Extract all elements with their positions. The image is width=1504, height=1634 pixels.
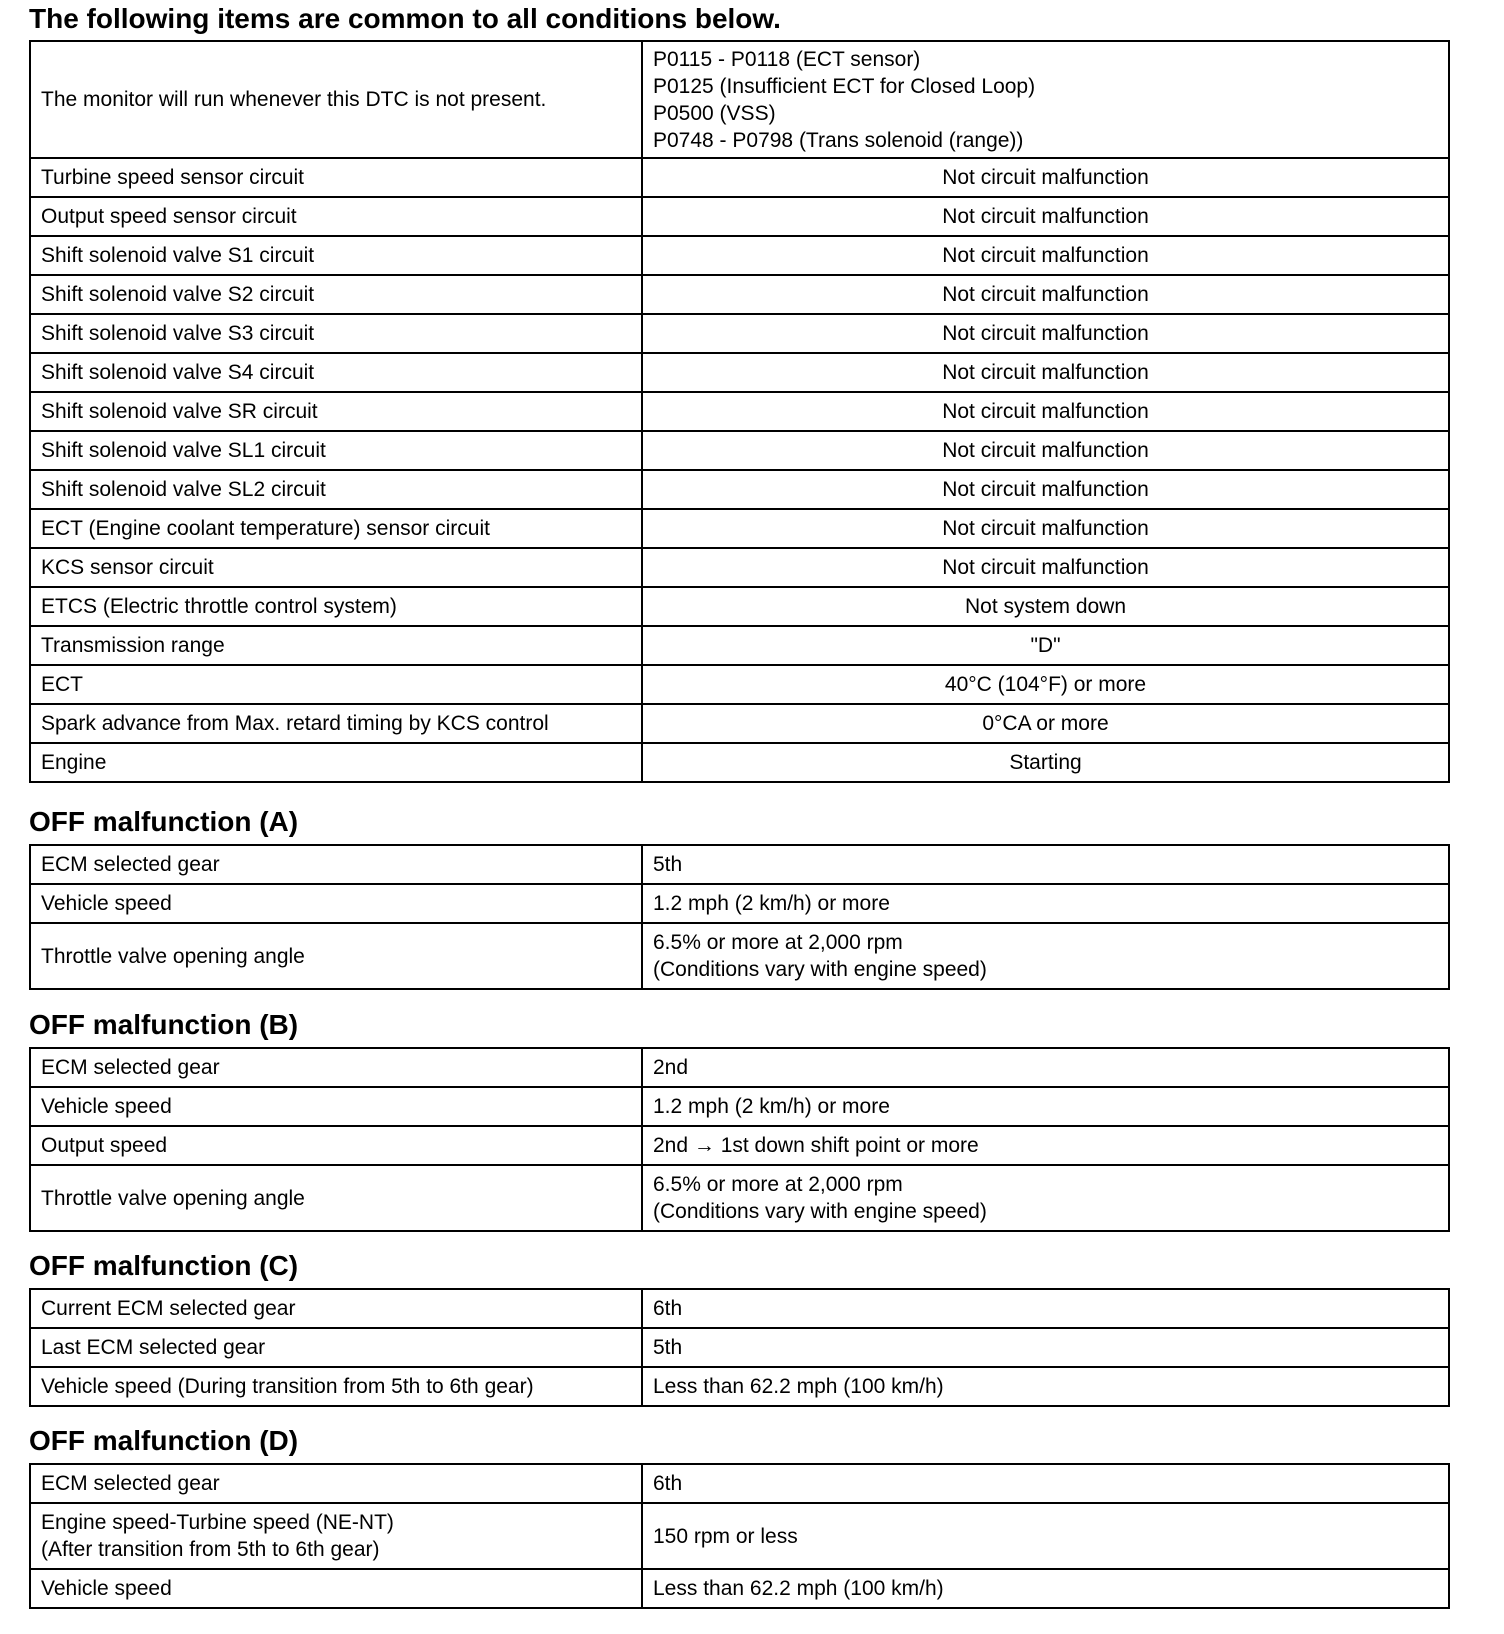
condition-label: ETCS (Electric throttle control system) [30,587,642,626]
table-row [30,197,1449,236]
condition-value [642,923,1449,989]
section-table-a [29,844,1450,990]
condition-label: Throttle valve opening angle [30,923,642,989]
condition-value: Less than 62.2 mph (100 km/h) [642,1569,1449,1608]
table-row [30,884,1449,923]
condition-value: 5th [642,1328,1449,1367]
common-conditions-table [29,40,1450,783]
condition-label: Shift solenoid valve SR circuit [30,392,642,431]
condition-label: Output speed sensor circuit [30,197,642,236]
condition-value: Not circuit malfunction [642,431,1449,470]
table-row [30,353,1449,392]
value-line: (Conditions vary with engine speed) [653,1200,987,1223]
condition-value: 1.2 mph (2 km/h) or more [642,1087,1449,1126]
table-row [30,1503,1449,1569]
table-row [30,314,1449,353]
condition-label: ECM selected gear [30,1048,642,1087]
condition-value: 5th [642,845,1449,884]
condition-value: 150 rpm or less [642,1503,1449,1569]
condition-label: Vehicle speed [30,884,642,923]
condition-value: Not circuit malfunction [642,392,1449,431]
condition-label: Shift solenoid valve S2 circuit [30,275,642,314]
dtc-label: The monitor will run whenever this DTC is not present. [30,41,642,158]
table-row [30,923,1449,989]
condition-value: 40°C (104°F) or more [642,665,1449,704]
condition-label: Shift solenoid valve S4 circuit [30,353,642,392]
table-row [30,1165,1449,1231]
condition-value: Starting [642,743,1449,782]
condition-label: Engine [30,743,642,782]
condition-value: Not circuit malfunction [642,158,1449,197]
condition-label: KCS sensor circuit [30,548,642,587]
dtc-line: P0115 - P0118 (ECT sensor) [653,47,921,71]
condition-value: Not circuit malfunction [642,548,1449,587]
condition-label: Shift solenoid valve SL1 circuit [30,431,642,470]
condition-label: Spark advance from Max. retard timing by KCS control [30,704,642,743]
table-row [30,1367,1449,1406]
value-line: (Conditions vary with engine speed) [653,958,987,981]
table-row [30,704,1449,743]
label-line: (After transition from 5th to 6th gear) [41,1538,380,1561]
condition-value: 1.2 mph (2 km/h) or more [642,884,1449,923]
condition-label: Throttle valve opening angle [30,1165,642,1231]
condition-value: Not circuit malfunction [642,236,1449,275]
table-row [30,1289,1449,1328]
table-row-dtc [30,41,1449,158]
table-row [30,236,1449,275]
table-row [30,743,1449,782]
table-row [30,1126,1449,1165]
condition-value: 2nd → 1st down shift point or more [642,1126,1449,1165]
condition-value: "D" [642,626,1449,665]
table-row [30,845,1449,884]
condition-value: 2nd [642,1048,1449,1087]
dtc-line: P0500 (VSS) [653,101,776,125]
table-row [30,1569,1449,1608]
label-line: Engine speed-Turbine speed (NE-NT) [41,1511,394,1534]
condition-label: Vehicle speed (During transition from 5th to 6th gear) [30,1367,642,1406]
condition-label: Output speed [30,1126,642,1165]
section-table-d [29,1463,1450,1609]
table-row [30,548,1449,587]
condition-value: 6th [642,1289,1449,1328]
dtc-list [642,41,1449,158]
common-conditions-heading: The following items are common to all conditions below. [29,3,781,34]
table-row [30,1328,1449,1367]
condition-label: ECT (Engine coolant temperature) sensor circuit [30,509,642,548]
condition-value: Not circuit malfunction [642,275,1449,314]
condition-value: Not circuit malfunction [642,470,1449,509]
table-row [30,275,1449,314]
table-row [30,158,1449,197]
table-row [30,392,1449,431]
table-row [30,626,1449,665]
table-row [30,1048,1449,1087]
condition-label: Transmission range [30,626,642,665]
section-heading-b: OFF malfunction (B) [29,1009,299,1040]
condition-label: Shift solenoid valve S3 circuit [30,314,642,353]
condition-label [30,1503,642,1569]
condition-value: Not system down [642,587,1449,626]
section-heading-a: OFF malfunction (A) [29,806,299,837]
value-line: 6.5% or more at 2,000 rpm [653,1173,903,1196]
condition-label: Vehicle speed [30,1569,642,1608]
condition-label: Shift solenoid valve SL2 circuit [30,470,642,509]
condition-value: Not circuit malfunction [642,353,1449,392]
condition-value [642,1165,1449,1231]
section-heading-d: OFF malfunction (D) [29,1425,299,1456]
condition-label: ECM selected gear [30,1464,642,1503]
condition-value: 0°CA or more [642,704,1449,743]
table-row [30,470,1449,509]
condition-label: Turbine speed sensor circuit [30,158,642,197]
section-table-b [29,1047,1450,1232]
condition-label: Vehicle speed [30,1087,642,1126]
value-line: 6.5% or more at 2,000 rpm [653,931,903,954]
condition-value: Less than 62.2 mph (100 km/h) [642,1367,1449,1406]
condition-label: ECT [30,665,642,704]
condition-label: Last ECM selected gear [30,1328,642,1367]
condition-label: Shift solenoid valve S1 circuit [30,236,642,275]
condition-value: 6th [642,1464,1449,1503]
condition-value: Not circuit malfunction [642,314,1449,353]
table-row [30,1464,1449,1503]
condition-label: Current ECM selected gear [30,1289,642,1328]
dtc-line: P0748 - P0798 (Trans solenoid (range)) [653,128,1024,152]
section-table-c [29,1288,1450,1407]
condition-value: Not circuit malfunction [642,509,1449,548]
table-row [30,509,1449,548]
table-row [30,665,1449,704]
table-row [30,1087,1449,1126]
table-row [30,587,1449,626]
dtc-line: P0125 (Insufficient ECT for Closed Loop) [653,74,1036,98]
condition-value: Not circuit malfunction [642,197,1449,236]
section-heading-c: OFF malfunction (C) [29,1250,299,1281]
condition-label: ECM selected gear [30,845,642,884]
table-row [30,431,1449,470]
